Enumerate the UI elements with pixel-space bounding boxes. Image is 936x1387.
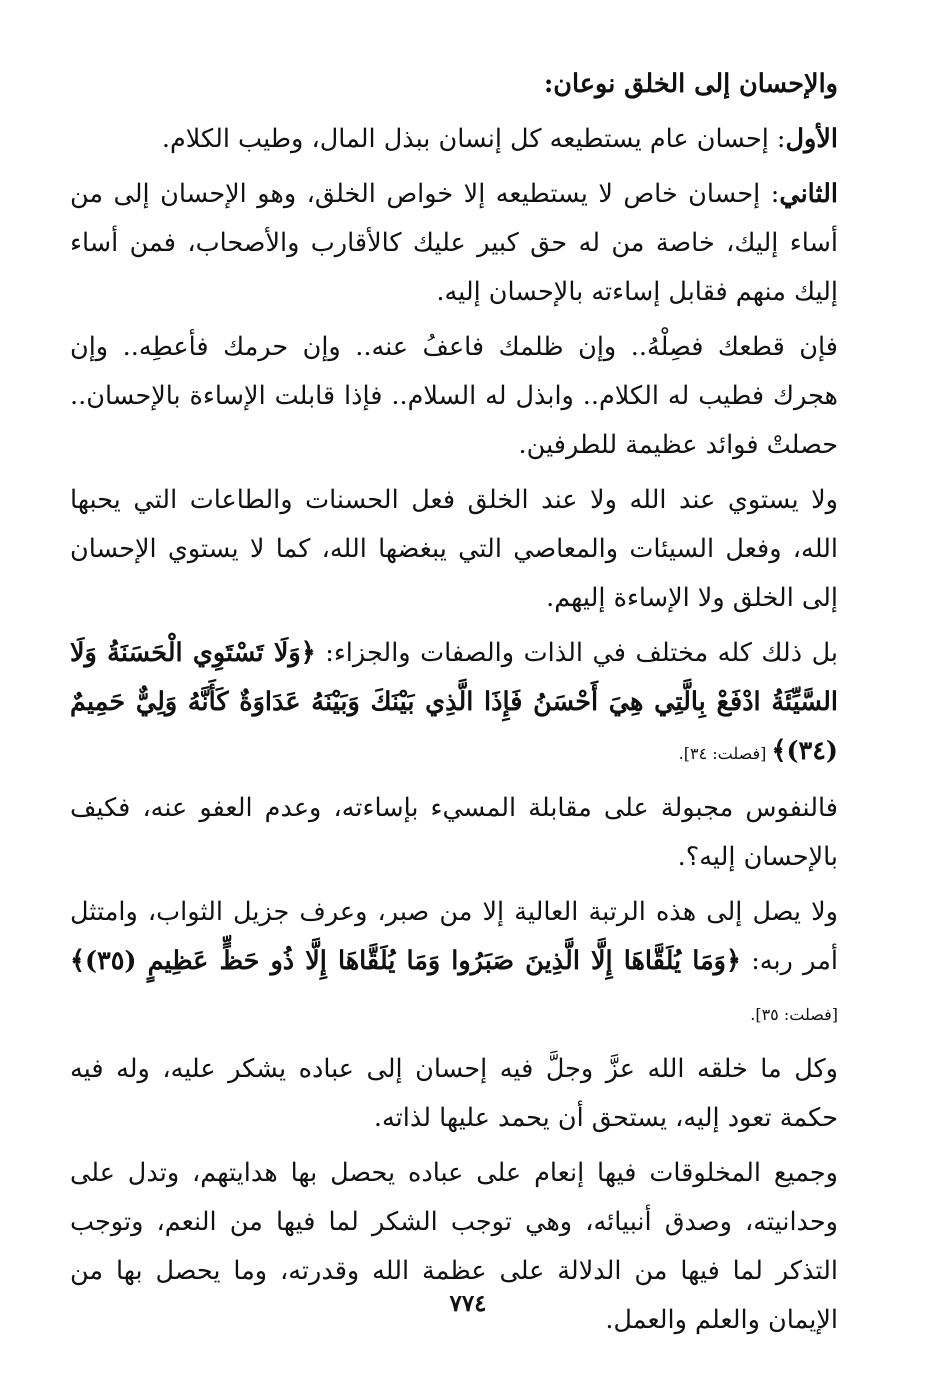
second-type-label: الثاني <box>779 179 838 209</box>
verse-34-citation: [فصلت: ٣٤]. <box>678 744 772 763</box>
second-type-text: : إحسان خاص لا يستطيعه إلا خواص الخلق، وهو الإحسان إلى من أساء إليك، خاصة من له حق كبير عليك كالأقارب والأصحاب، فمن أساء إليك منهم فقابل إساءته بالإحسان إليه. <box>70 179 838 307</box>
verse-35-citation: [فصلت: ٣٥]. <box>750 1005 838 1024</box>
quran-verse-34: ﴿وَلَا تَسْتَوِي الْحَسَنَةُ وَلَا السَّيِّئَةُ ادْفَعْ بِالَّتِي هِيَ أَحْسَنُ فَإِذَا الَّذِي بَيْنَكَ وَبَيْنَهُ عَدَاوَةٌ كَأَنَّهُ وَلِيٌّ حَمِيمٌ (٣٤)﴾ <box>70 638 838 766</box>
paragraph-first-type <box>70 115 838 164</box>
section-heading: والإحسان إلى الخلق نوعان: <box>543 69 838 99</box>
page-number: ٧٧٤ <box>449 1290 487 1317</box>
paragraph-verse-35 <box>70 888 838 1039</box>
first-type-text: : إحسان عام يستطيعه كل إنسان ببذل المال، وطيب الكلام. <box>161 124 786 154</box>
paragraph-verse-34 <box>70 629 838 778</box>
quran-verse-35: ﴿وَمَا يُلَقَّاهَا إِلَّا الَّذِينَ صَبَرُوا وَمَا يُلَقَّاهَا إِلَّا ذُو حَظٍّ عَظِيمٍ (٣٥)﴾ <box>70 946 741 976</box>
paragraph-second-type <box>70 170 838 317</box>
paragraph-creatures: وجميع المخلوقات فيها إنعام على عباده يحصل بها هدايتهم، وتدل على وحدانيته، وصدق أنبيائه، وهي توجب الشكر لما فيها من النعم، وتوجب التذكر لما فيها من الدلالة على عظمة الله وقدرته، وما يحصل بها من الإيمان والعلم والعمل. <box>70 1158 838 1335</box>
paragraph-not-equal: ولا يستوي عند الله ولا عند الخلق فعل الحسنات والطاعات التي يحبها الله، وفعل السيئات والمعاصي التي يبغضها الله، كما لا يستوي الإحسان إلى الخلق ولا الإساءة إليهم. <box>70 485 838 613</box>
page-body <box>70 60 838 1351</box>
verse-35-intro: ولا يصل إلى هذه الرتبة العالية إلا من صبر، وعرف جزيل الثواب، وامتثل أمر ربه: <box>70 897 838 976</box>
verse-34-intro: بل ذلك كله مختلف في الذات والصفات والجزاء: <box>315 638 838 668</box>
paragraph-creation: وكل ما خلقه الله عزَّ وجلَّ فيه إحسان إلى عباده يشكر عليه، وله فيه حكمة تعود إليه، يستحق أن يحمد عليها لذاته. <box>70 1054 838 1133</box>
paragraph-if-cut: فإن قطعك فصِلْهُ.. وإن ظلمك فاعفُ عنه.. وإن حرمك فأعطِه.. وإن هجرك فطيب له الكلام.. وابذل له السلام.. فإذا قابلت الإساءة بالإحسان.. حصلتْ فوائد عظيمة للطرفين. <box>70 332 838 460</box>
first-type-label: الأول <box>785 124 838 154</box>
paragraph-souls: فالنفوس مجبولة على مقابلة المسيء بإساءته، وعدم العفو عنه، فكيف بالإحسان إليه؟. <box>70 793 838 872</box>
